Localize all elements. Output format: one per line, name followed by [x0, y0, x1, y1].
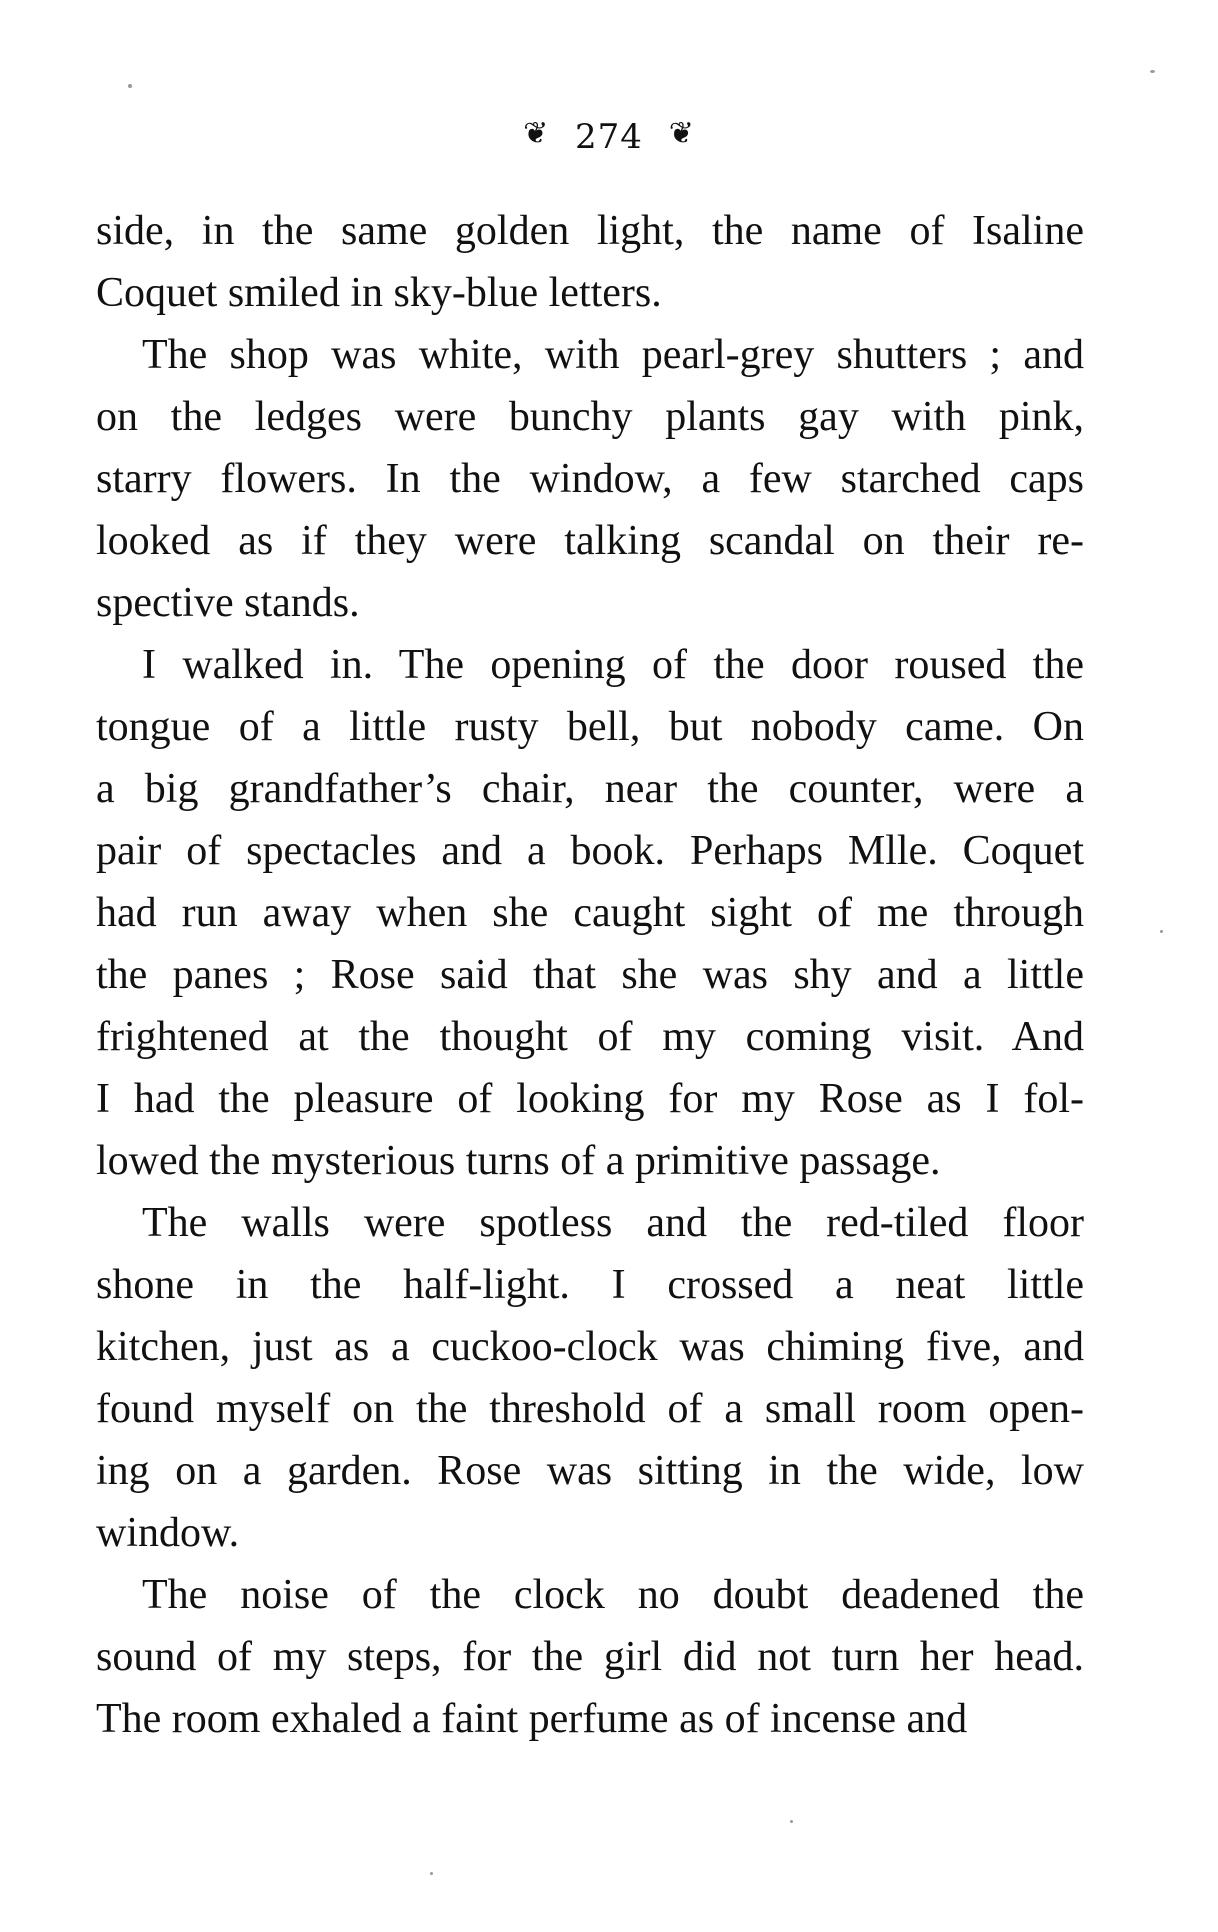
page-header — [0, 115, 1218, 157]
fleuron-icon: ❦ — [523, 116, 550, 151]
text-line: kitchen, just as a cuckoo-clock was chiming five, and — [96, 1324, 1084, 1370]
text-line: The shop was white, with pearl-grey shutters ; and — [142, 332, 1084, 378]
text-line: had run away when she caught sight of me through — [96, 890, 1084, 936]
text-line: frightened at the thought of my coming visit. And — [96, 1014, 1084, 1060]
text-line: I walked in. The opening of the door roused the — [142, 642, 1084, 688]
text-line: the panes ; Rose said that she was shy and a little — [96, 952, 1084, 998]
text-line: side, in the same golden light, the name of Isaline — [96, 208, 1084, 254]
scan-speck — [1160, 930, 1163, 933]
scan-speck — [128, 84, 132, 88]
text-line: The walls were spotless and the red-tiled floor — [142, 1200, 1084, 1246]
scan-speck — [1150, 70, 1155, 73]
text-line: tongue of a little rusty bell, but nobody came. On — [96, 704, 1084, 750]
text-line: found myself on the threshold of a small room open- — [96, 1386, 1084, 1432]
fleuron-icon: ❦ — [668, 116, 695, 151]
text-line: shone in the half-light. I crossed a neat little — [96, 1262, 1084, 1308]
text-line: pair of spectacles and a book. Perhaps Mlle. Coquet — [96, 828, 1084, 874]
text-line: I had the pleasure of looking for my Rose as I fol- — [96, 1076, 1084, 1122]
text-line: lowed the mysterious turns of a primitive passage. — [96, 1138, 941, 1184]
text-line: looked as if they were talking scandal on their re- — [96, 518, 1084, 564]
text-line: spective stands. — [96, 580, 360, 626]
text-line: on the ledges were bunchy plants gay with pink, — [96, 394, 1084, 440]
text-line: starry flowers. In the window, a few starched caps — [96, 456, 1084, 502]
text-line: The room exhaled a faint perfume as of incense and — [96, 1696, 968, 1742]
text-line: ing on a garden. Rose was sitting in the wide, low — [96, 1448, 1084, 1494]
text-line: a big grandfather’s chair, near the counter, were a — [96, 766, 1084, 812]
text-line: sound of my steps, for the girl did not turn her head. — [96, 1634, 1084, 1680]
text-line: The noise of the clock no doubt deadened the — [142, 1572, 1084, 1618]
page-number: 274 — [575, 117, 643, 157]
text-line: window. — [96, 1510, 240, 1556]
scan-speck — [430, 1872, 433, 1875]
scan-speck — [790, 1820, 793, 1823]
body-text — [96, 200, 1084, 1750]
text-line: Coquet smiled in sky-blue letters. — [96, 270, 662, 316]
